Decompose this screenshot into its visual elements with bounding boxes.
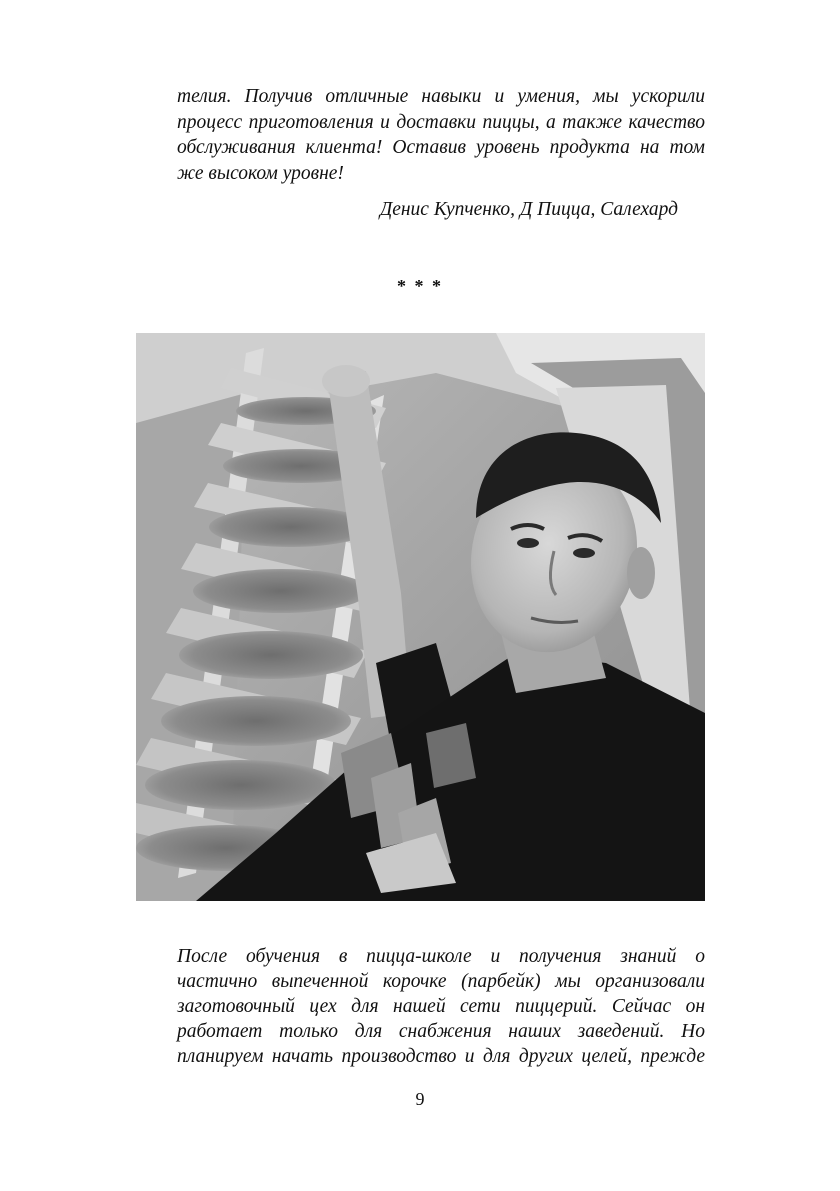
signature: Денис Купченко, Д Пицца, Салехард bbox=[379, 199, 678, 220]
paragraph-line: процесс приготовления и доставки пиццы, а также качество bbox=[177, 111, 705, 133]
paragraph-line: заготовочный цех для нашей сети пиццерий. Сейчас он bbox=[177, 996, 705, 1017]
paragraph-line: частично выпеченной корочке (парбейк) мы организовали bbox=[177, 971, 705, 992]
paragraph-line: планируем начать производство и для других целей, прежде bbox=[177, 1046, 705, 1067]
section-divider: * * * bbox=[397, 276, 443, 296]
top-paragraph bbox=[177, 84, 705, 186]
paragraph-line: телия. Получив отличные навыки и умения, мы ускорили bbox=[177, 86, 705, 107]
photo bbox=[136, 333, 705, 901]
photo-illustration bbox=[136, 333, 705, 901]
paragraph-line: После обучения в пицца-школе и получения знаний о bbox=[177, 946, 705, 967]
page-number: 9 bbox=[415, 1089, 425, 1109]
paragraph-line: обслуживания клиента! Оставив уровень продукта на том bbox=[177, 137, 705, 158]
paragraph-line: работает только для снабжения наших заведений. Но bbox=[177, 1021, 705, 1042]
paragraph-line: же высоком уровне! bbox=[177, 162, 344, 184]
bottom-paragraph bbox=[177, 944, 705, 1069]
